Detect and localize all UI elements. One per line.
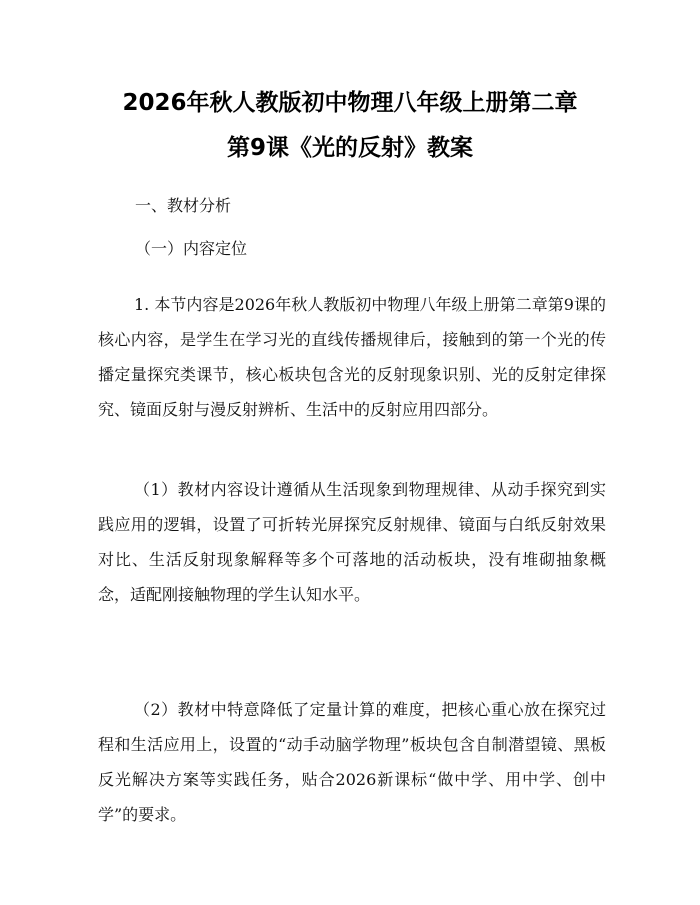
- paragraph-1: 1. 本节内容是2026年秋人教版初中物理八年级上册第二章第9课的核心内容，是学生在学习光的直线传播规律后，接触到的第一个光的传播定量探究类课节，核心板块包含光的反射现象识别、光的反射定律探究、镜面反射与漫反射辨析、生活中的反射应用四部分。: [98, 295, 606, 419]
- paragraph-3: （2）教材中特意降低了定量计算的难度，把核心重心放在探究过程和生活应用上，设置的“动手动脑学物理”板块包含自制潜望镜、黑板反光解决方案等实践任务，贴合2026新课标“做中学、用中学、创中学”的要求。: [98, 700, 606, 824]
- section-heading: 一、教材分析: [135, 196, 232, 215]
- paragraph-2: （1）教材内容设计遵循从生活现象到物理规律、从动手探究到实践应用的逻辑，设置了可折转光屏探究反射规律、镜面与白纸反射效果对比、生活反射现象解释等多个可落地的活动板块，没有堆砌抽象概念，适配刚接触物理的学生认知水平。: [98, 480, 606, 604]
- subsection-heading: （一）内容定位: [135, 239, 248, 258]
- document-title-line-1: 2026年秋人教版初中物理八年级上册第二章: [122, 90, 578, 116]
- document-title-line-2: 第9课《光的反射》教案: [226, 135, 473, 161]
